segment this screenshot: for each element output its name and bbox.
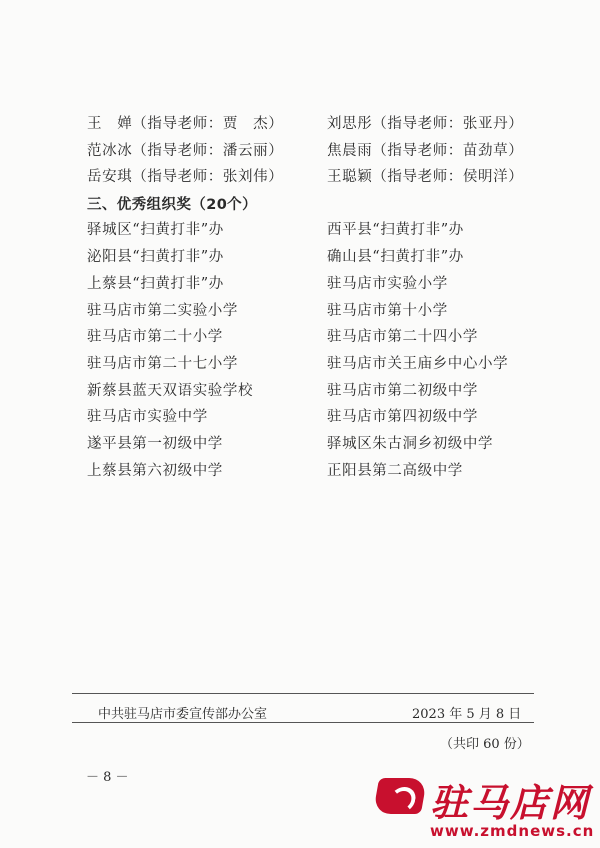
logo-url: www.zmdnews.cn: [430, 822, 595, 840]
org-award-entry: 遂平县第一初级中学: [87, 436, 223, 452]
org-award-entry: 驿城区“扫黄打非”办: [87, 222, 224, 238]
org-award-entry: 驻马店市关王庙乡中心小学: [327, 356, 509, 372]
org-award-entry: 驻马店市第二初级中学: [327, 383, 478, 399]
award-entry: 岳安琪（指导老师：张刘伟）: [87, 169, 284, 185]
org-award-entry: 上蔡县“扫黄打非”办: [87, 276, 224, 292]
org-award-entry: 驻马店市第二实验小学: [87, 303, 238, 319]
copies-count: （共印 60 份）: [440, 737, 530, 752]
page-number: － 8 －: [86, 770, 129, 785]
org-award-entry: 驻马店市实验中学: [87, 409, 208, 425]
award-entry: 范冰冰（指导老师：潘云丽）: [87, 143, 284, 159]
footer-bottom-rule: [72, 722, 534, 723]
org-award-entry: 驻马店市第十小学: [327, 303, 448, 319]
org-award-entry: 正阳县第二高级中学: [327, 463, 463, 479]
site-watermark-logo: [372, 772, 594, 844]
org-award-entry: 西平县“扫黄打非”办: [327, 222, 464, 238]
award-entry: 刘思彤（指导老师：张亚丹）: [327, 116, 524, 132]
org-award-entry: 上蔡县第六初级中学: [87, 463, 223, 479]
org-award-entry: 驻马店市第二十四小学: [327, 329, 478, 345]
org-award-entry: 驻马店市实验小学: [327, 276, 448, 292]
award-entry: 王聪颖（指导老师：侯明洋）: [327, 169, 524, 185]
logo-mark-icon: [373, 778, 427, 814]
footer-top-rule: [72, 693, 534, 694]
award-entry: 王 婵（指导老师：贾 杰）: [87, 116, 284, 132]
logo-name: 驻马店网: [430, 781, 591, 825]
org-award-entry: 确山县“扫黄打非”办: [327, 249, 464, 265]
issuer-name: 中共驻马店市委宣传部办公室: [98, 707, 268, 722]
award-entry: 焦晨雨（指导老师：苗劲草）: [327, 143, 524, 159]
org-award-entry: 新蔡县蓝天双语实验学校: [87, 383, 254, 399]
issue-date: 2023 年 5 月 8 日: [412, 707, 522, 722]
org-award-entry: 驻马店市第四初级中学: [327, 409, 478, 425]
org-award-entry: 驻马店市第二十小学: [87, 329, 223, 345]
org-award-entry: 泌阳县“扫黄打非”办: [87, 249, 224, 265]
org-award-entry: 驿城区朱古洞乡初级中学: [327, 436, 494, 452]
section-heading: 三、优秀组织奖（20个）: [87, 197, 257, 213]
org-award-entry: 驻马店市第二十七小学: [87, 356, 238, 372]
